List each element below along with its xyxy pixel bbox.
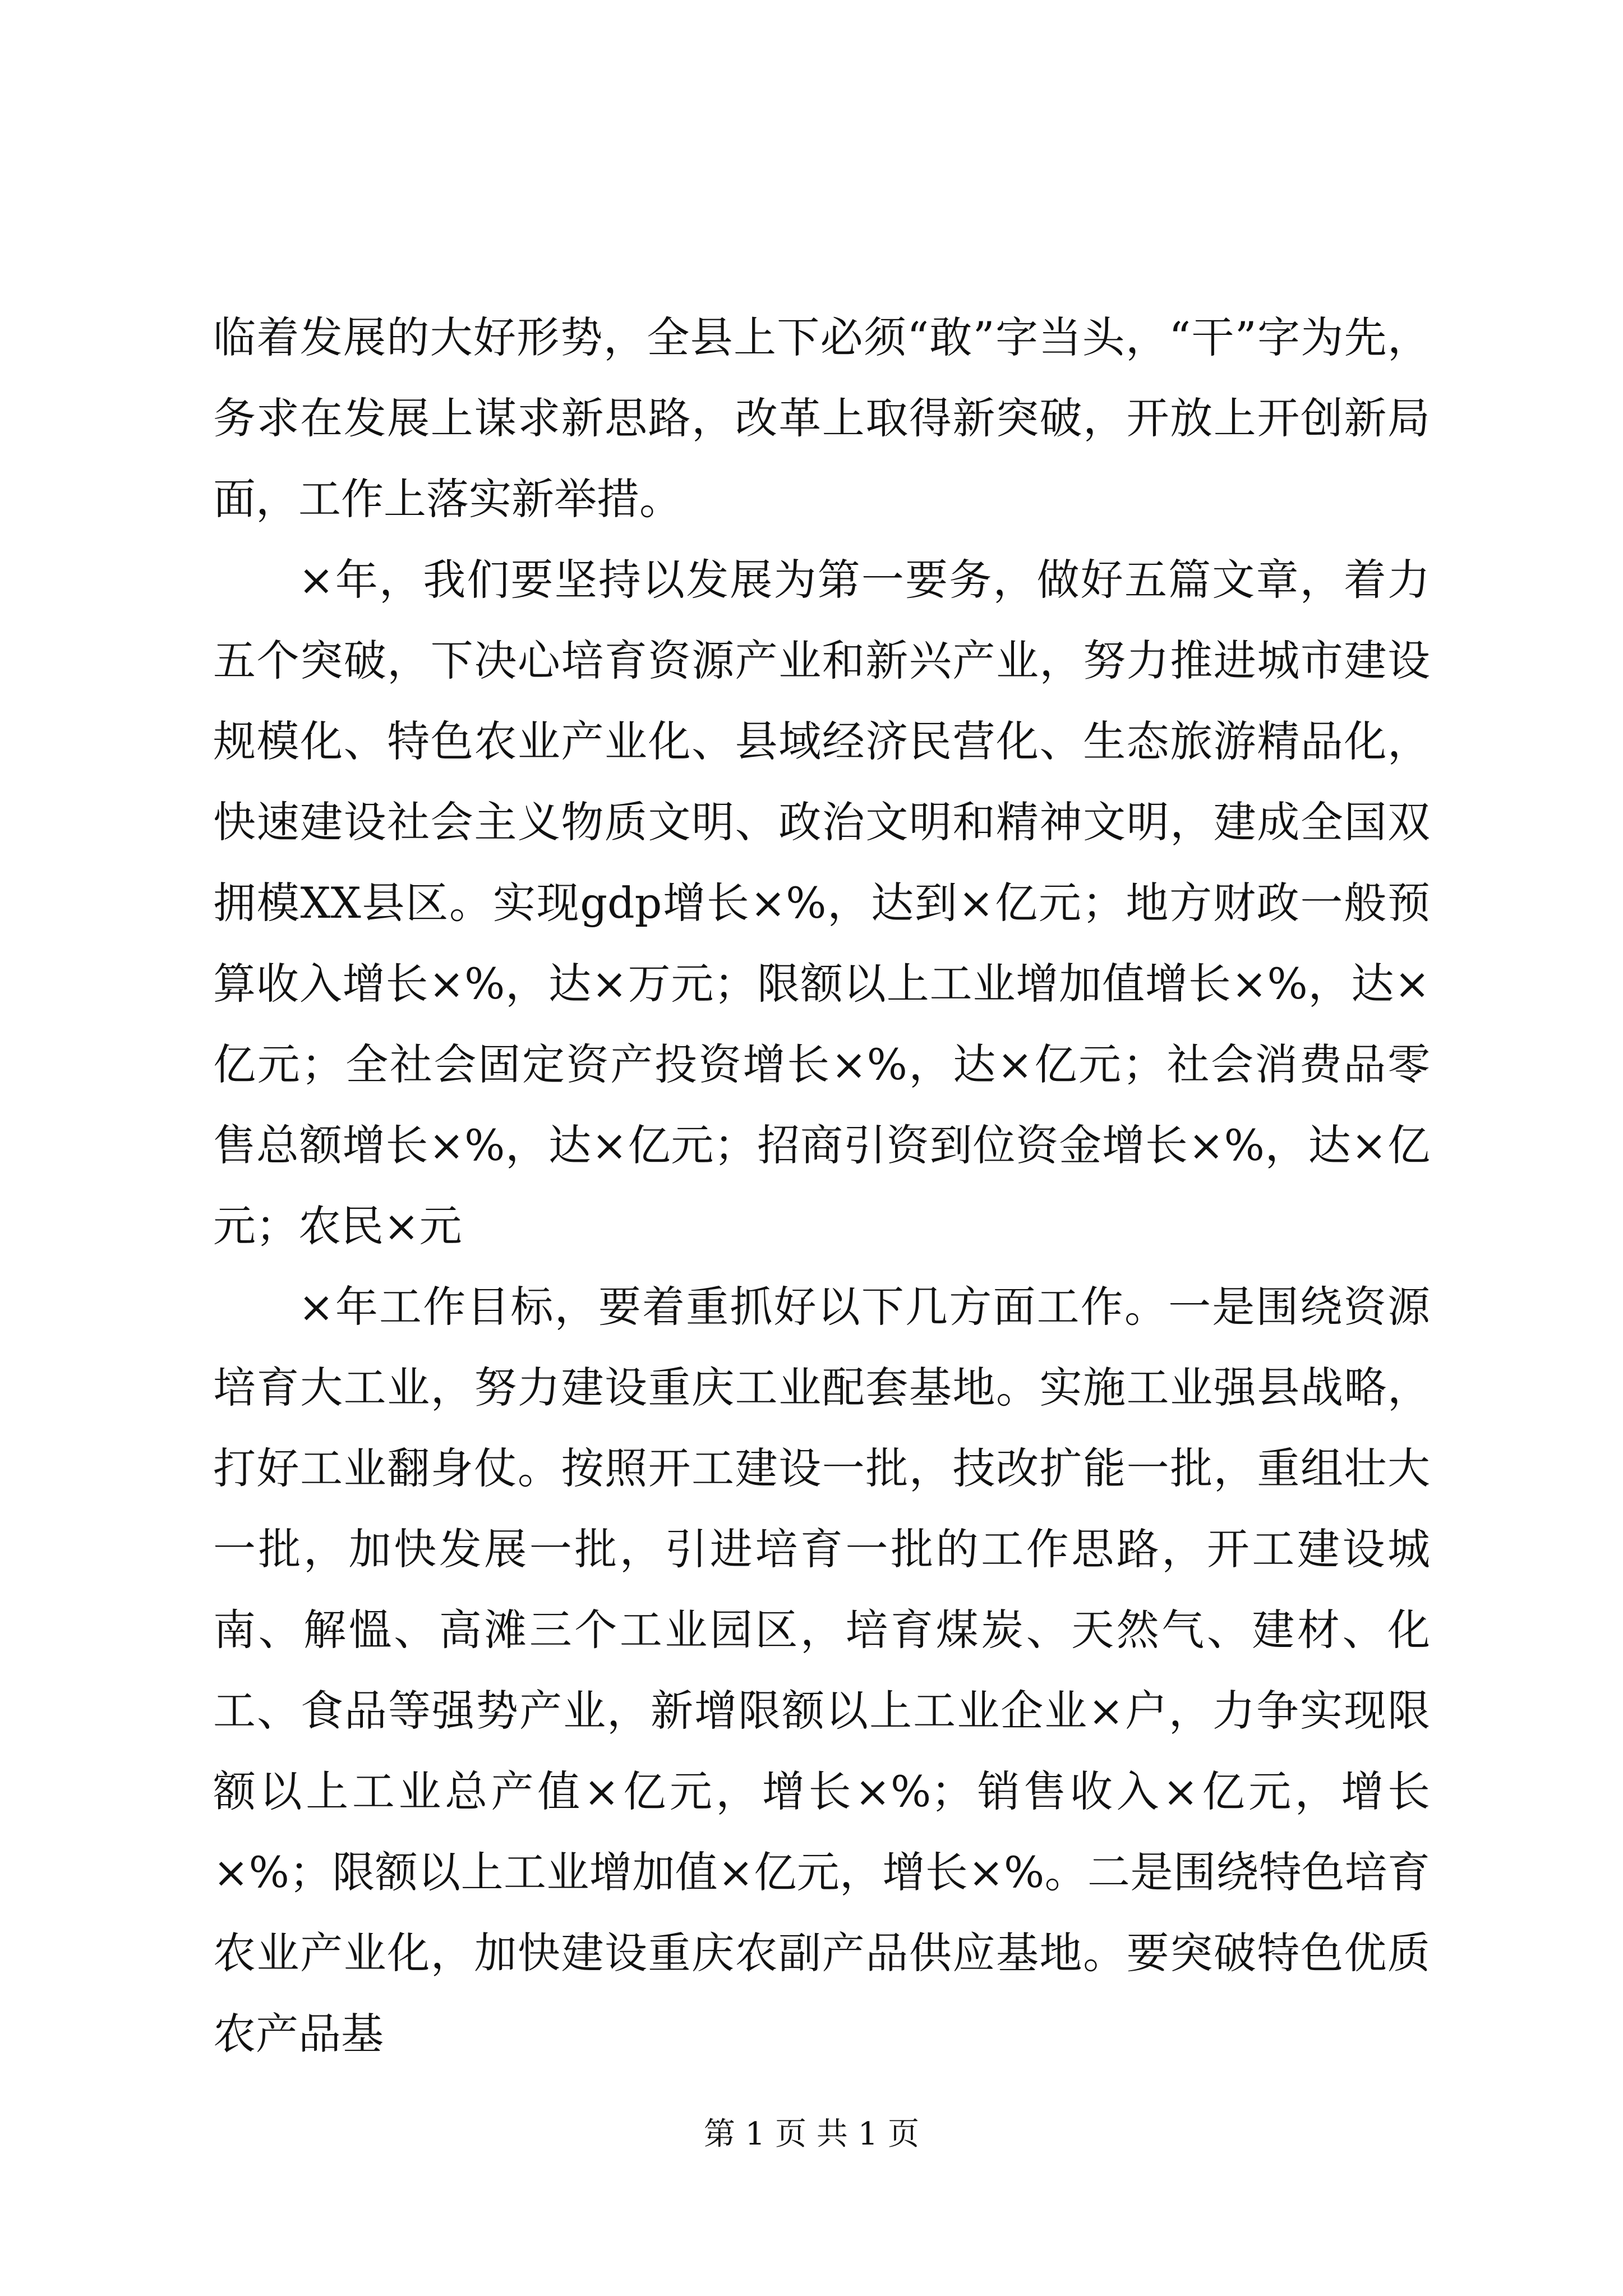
document-body — [213, 297, 1430, 2074]
paragraph-continuation: 临着发展的大好形势，全县上下必须“敢”字当头，“干”字为先，务求在发展上谋求新思路，改革上取得新突破，开放上开创新局面，工作上落实新举措。 — [213, 312, 1430, 524]
page-footer: 第 1 页 共 1 页 — [703, 2116, 920, 2152]
paragraph-work-goals: ×年工作目标，要着重抓好以下几方面工作。一是围绕资源培育大工业，努力建设重庆工业配套基地。实施工业强县战略，打好工业翻身仗。按照开工建设一批，技改扩能一批，重组壮大一批，加快发展一批，引进培育一批的工作思路，开工建设城南、解慍、高滩三个工业园区，培育煤炭、天然气、建材、化工、食品等强势产业，新增限额以上工业企业×户，力争实现限额以上工业总产值×亿元，增长×%；销售收入×亿元，增长×%；限额以上工业增加值×亿元，增长×%。二是围绕特色培育农业产业化，加快建设重庆农副产品供应基地。要突破特色优质农产品基 — [213, 1282, 1430, 2059]
paragraph-annual-targets: ×年，我们要坚持以发展为第一要务，做好五篇文章，着力五个突破，下决心培育资源产业和新兴产业，努力推进城市建设规模化、特色农业产业化、县域经济民营化、生态旅游精品化，快速建设社会主义物质文明、政治文明和精神文明，建成全国双拥模XX县区。实现gdp增长×%，达到×亿元；地方财政一般预算收入增长×%，达×万元；限额以上工业增加值增长×%，达×亿元；全社会固定资产投资增长×%，达×亿元；社会消费品零售总额增长×%，达×亿元；招商引资到位资金增长×%，达×亿元；农民×元 — [213, 555, 1430, 1251]
